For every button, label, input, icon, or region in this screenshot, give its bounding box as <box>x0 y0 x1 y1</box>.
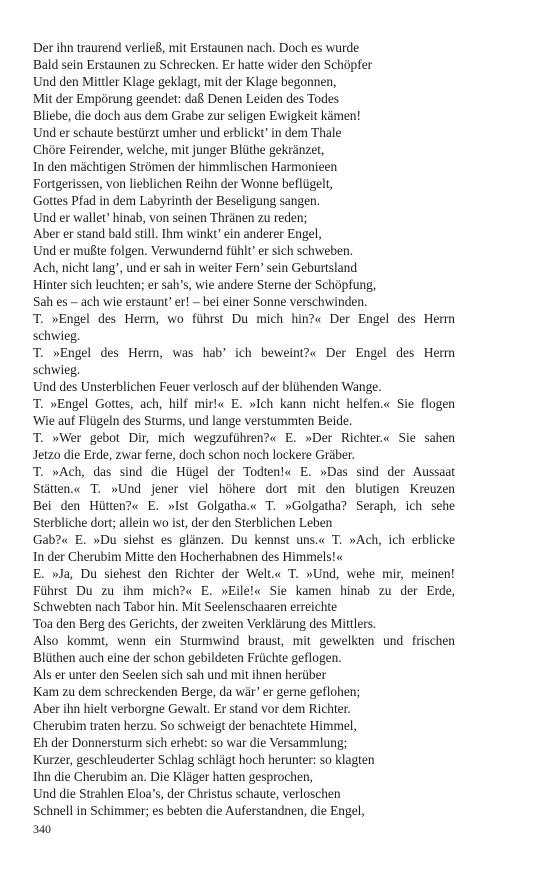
text-line: In den mächtigen Strömen der himmlischen Harmonieen <box>33 158 338 174</box>
text-line: Kurzer, geschleuderter Schlag schlägt hoch herunter: so klagten <box>33 752 375 768</box>
text-line: Eh der Donnersturm sich erhebt: so war die Versammlung; <box>33 735 348 751</box>
text-line: Ach, nicht lang’, und er sah in weiter Fern’ sein Geburtsland <box>33 260 358 276</box>
text-line: Cherubim traten herzu. So schweigt der benachtete Himmel, <box>33 718 357 734</box>
text-line: Also kommt, wenn ein Sturmwind braust, mit gewelkten und frischen <box>33 633 455 649</box>
text-line: Und er schaute bestürzt umher und erblickt’ in dem Thale <box>33 124 342 140</box>
text-line: Gottes Pfad in dem Labyrinth der Beseligung sangen. <box>33 192 321 208</box>
text-line: schwieg. <box>33 362 81 378</box>
text-line: Gab?« E. »Du siehst es glänzen. Du kennst uns.« T. »Ach, ich erblicke <box>33 531 455 547</box>
text-line: Aber er stand bald still. Ihm winkt’ ein anderer Engel, <box>33 226 322 242</box>
text-line: Und den Mittler Klage geklagt, mit der Klage begonnen, <box>33 73 337 89</box>
poem-text-block <box>33 40 455 820</box>
text-line: Chöre Feirender, welche, mit junger Blüthe gekränzet, <box>33 141 325 157</box>
text-line: Schnell in Schimmer; es bebten die Auferstandnen, die Engel, <box>33 802 365 818</box>
text-line: E. »Ja, Du siehest den Richter der Welt.« T. »Und, wehe mir, meinen! <box>33 565 455 581</box>
text-line: Wie auf Flügeln des Sturms, und lange verstummten Beide. <box>33 412 353 428</box>
page-number: 340 <box>33 822 51 836</box>
text-line: Und er wallet’ hinab, von seinen Thränen zu reden; <box>33 209 308 225</box>
text-line: Kam zu dem schreckenden Berge, da wär’ er gerne geflohen; <box>33 684 361 700</box>
text-line: Führst Du zu ihm mich?« E. »Eile!« Sie kamen hinab zu der Erde, <box>33 582 455 598</box>
text-line: Und die Strahlen Eloa’s, der Christus schaute, verloschen <box>33 785 341 801</box>
text-line: Mit der Empörung geendet: daß Denen Leiden des Todes <box>33 90 339 106</box>
text-line: T. »Engel des Herrn, was hab’ ich beweint?« Der Engel des Herrn <box>33 345 455 361</box>
text-line: Bald sein Erstaunen zu Schrecken. Er hatte wider den Schöpfer <box>33 56 373 72</box>
text-line: T. »Ach, das sind die Hügel der Todten!« E. »Das sind der Aussaat <box>33 463 455 479</box>
text-line: Sah es – ach wie erstaunt’ er! – bei einer Sonne verschwinden. <box>33 294 368 310</box>
text-line: Und er mußte folgen. Verwundernd fühlt’ er sich schweben. <box>33 243 354 259</box>
text-line: Sterbliche dort; allein wo ist, der den Sterblichen Leben <box>33 514 333 530</box>
text-line: Schwebten nach Tabor hin. Mit Seelenschaaren erreichte <box>33 599 338 615</box>
text-line: Stätten.« T. »Und jener viel höhere dort mit den blutigen Kreuzen <box>33 480 455 496</box>
text-line: In der Cherubim Mitte den Hocherhabnen des Himmels!« <box>33 548 343 564</box>
text-line: Aber ihn hielt verborgne Gewalt. Er stand vor dem Richter. <box>33 701 351 717</box>
text-line: T. »Engel Gottes, ach, hilf mir!« E. »Ich kann nicht helfen.« Sie flogen <box>33 396 455 412</box>
text-line: T. »Engel des Herrn, wo führst Du mich hin?« Der Engel des Herrn <box>33 311 455 327</box>
text-line: Bliebe, die doch aus dem Grabe zur seligen Ewigkeit kämen! <box>33 107 361 123</box>
text-line: Fortgerissen, von lieblichen Reihn der Wonne beflügelt, <box>33 175 333 191</box>
text-line: Jetzo die Erde, zwar ferne, doch schon noch lockere Gräber. <box>33 446 355 462</box>
text-line: Ihn die Cherubim an. Die Kläger hatten gesprochen, <box>33 768 313 784</box>
text-line: T. »Wer gebot Dir, mich wegzuführen?« E. »Der Richter.« Sie sahen <box>33 429 455 445</box>
text-line: Blüthen auch eine der schon gebildeten Früchte geflogen. <box>33 650 342 666</box>
text-line: Der ihn traurend verließ, mit Erstaunen nach. Doch es wurde <box>33 40 360 55</box>
text-line: Hinter sich leuchten; er sah’s, wie andere Sterne der Schöpfung, <box>33 277 377 293</box>
text-line: Toa den Berg des Gerichts, der zweiten Verklärung des Mittlers. <box>33 616 377 632</box>
text-line: schwieg. <box>33 328 81 344</box>
text-line: Bei den Hütten?« E. »Ist Golgatha.« T. »Golgatha? Seraph, ich sehe <box>33 497 455 513</box>
text-line: Als er unter den Seelen sich sah und mit ihnen herüber <box>33 667 327 683</box>
text-line: Und des Unsterblichen Feuer verlosch auf der blühenden Wange. <box>33 379 382 395</box>
